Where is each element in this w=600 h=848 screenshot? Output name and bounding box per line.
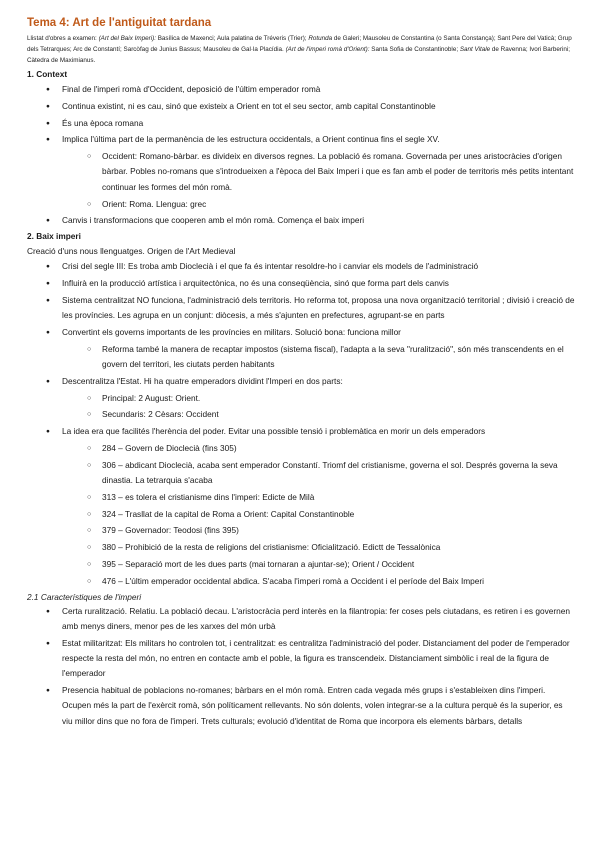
list-item [27, 293, 575, 324]
document-title: Tema 4: Art de l'antiguitat tardana [27, 17, 212, 29]
sub-list-item: ○ 306 – abdicant Dioclecià, acaba sent emperador Constantí. Triomf del cristianisme, governa el sol. Després governa la seva dinastia. La tetrarquia s'acaba [27, 458, 575, 489]
works-segment: de Ravenna; Ivori Barberini; Càtedra de Maximianus. [27, 46, 570, 64]
list-item [27, 99, 575, 114]
list-item [27, 82, 575, 97]
section-1-list [27, 82, 575, 229]
works-segment: (Art del Baix Imperi): [98, 35, 156, 42]
list-item [27, 259, 575, 274]
works-segment: Rotunda [308, 35, 333, 42]
sub-list-item: ○ 379 – Governador: Teodosi (fins 395) [27, 523, 575, 538]
list-item [27, 132, 575, 147]
list-item-text: Sistema centralitzat NO funciona, l'administració dels territoris. Ho reforma tot, proposa una nova organització territorial ; divisió i creació de les províncies. Les agrupa en un conjunt: diòcesis, a més s'ajunten en prefectures, agrupant-se en parts [62, 294, 575, 321]
sub-list-item: ○ 324 – Trasllat de la capital de Roma a Orient: Capital Constantinoble [27, 507, 575, 522]
list-item [27, 325, 575, 340]
section-2-list [27, 259, 575, 589]
list-item-text: Presencia habitual de poblacions no-romanes; bàrbars en el món romà. Entren cada vegada més grups i s'estableixen dins l'imperi. Ocupen més la part de l'exèrcit romà, són políticament rellevants. No són dolents, volen integrar-se a la cultura perquè és la superior, es viu millor dins que no fora de l'imperi. Trets culturals; evolució d'identitat de Roma que incorpora els elements bàrbars, detalls [62, 685, 563, 726]
list-item [27, 116, 575, 131]
works-segment: Sant Vitale [459, 46, 491, 53]
exam-works-list [27, 33, 575, 66]
sub-list-item: ○ 476 – L'últim emperador occidental abdica. S'acaba l'imperi romà a Occident i el període del Baix Imperi [27, 574, 575, 589]
sub-list-item: ○ 284 – Govern de Dioclecià (fins 305) [27, 441, 575, 456]
section-2-1-list [27, 604, 575, 729]
list-item [27, 636, 575, 682]
list-item-text: Convertint els governs importants de les províncies en militars. Solució bona: funciona millor [62, 326, 401, 337]
works-segment: de Galeri; Mausoleu de Constantina (o Santa Constança); Sant Pere del Vaticà; Grup dels Tetrarques; Arc de Constantí; Sarcòfag de Junius Bassus; Mausoleu de Gal·la Placídia. [27, 35, 572, 53]
works-segment: Llistat d'obres a examen: [27, 35, 99, 42]
sub-list-item: ○ Principal: 2 August: Orient. [27, 391, 575, 406]
sub-list-item: ○ 395 – Separació mort de les dues parts (mai tornaran a ajuntar-se); Orient / Occident [27, 557, 575, 572]
section-2-intro: Creació d'uns nous llenguatges. Origen de l'Art Medieval [27, 246, 236, 257]
list-item [27, 604, 575, 635]
sub-list-item: ○ 380 – Prohibició de la resta de religions del cristianisme: Oficialització. Edictt de Tessalònica [27, 540, 575, 555]
list-item-text: Descentralitza l'Estat. Hi ha quatre emperadors dividint l'Imperi en dos parts: [62, 375, 343, 386]
list-item [27, 424, 575, 439]
list-item-text: Implica l'última part de la permanència de les estructura occidentals, a Orient continua fins el segle XV. [62, 134, 440, 145]
list-item-text: Estat militaritzat: Els militars ho controlen tot, i centralitzat: es centralitza l'administració del poder. Distanciament del poder de l'emperador respecte la resta del món, no entren en contacte amb el poble, la figura es transcendeix. Distanciament simbòlic i real de la figura de l'emperador [62, 637, 570, 679]
works-segment: (Art de l'imperi romà d'Orient): [285, 46, 370, 53]
list-item-text: Canvis i transformacions que cooperen amb el món romà. Comença el baix imperi [62, 215, 365, 226]
sub-list-item: ○ 313 – es tolera el cristianisme dins l'imperi: Edicte de Milà [27, 490, 575, 505]
sub-list-item: ○ Orient: Roma. Llengua: grec [27, 197, 575, 212]
sub-list-item: ○ Occident: Romano-bàrbar. es divideix en diversos regnes. La població és romana. Governada per unes aristocràcies d'origen bàrbar. Pobles no-romans que s'introdueixen a l'època del Baix Imperi i que es fan amb el poder de territoris més petits intentant continuar les formes del món romà. [27, 149, 575, 195]
sub-list-item: ○ Secundaris: 2 Cèsars: Occident [27, 407, 575, 422]
list-item-text: Continua existint, ni es cau, sinó que existeix a Orient en tot el seu sector, amb capital Constantinoble [62, 100, 436, 111]
sub-list-item: ○ Reforma també la manera de recaptar impostos (sistema fiscal), l'adapta a la seva "ruralització", són més transcendents en el govern del territori, les ciutats perden habitants [27, 342, 575, 373]
works-segment: Santa Sofia de Constantinoble; [369, 46, 460, 53]
section-1-heading: 1. Context [27, 69, 68, 79]
list-item-text: Final de l'imperi romà d'Occident, deposició de l'últim emperador romà [62, 84, 321, 94]
list-item [27, 374, 575, 389]
section-2-1-heading: 2.1 Característiques de l'imperi [27, 591, 142, 602]
list-item-text: Influirà en la producció artística i arquitectònica, no és una conseqüència, sinó que forma part dels canvis [62, 277, 449, 288]
list-item-text: Crisi del segle III: Es troba amb Dioclecià i el que fa és intentar resoldre-ho i canviar els models de l'administració [62, 261, 479, 272]
section-2-heading: 2. Baix imperi [27, 231, 81, 242]
list-item [27, 276, 575, 291]
document-page [27, 16, 575, 730]
list-item [27, 213, 575, 228]
list-item-text: És una època romana [62, 117, 144, 128]
list-item [27, 683, 575, 729]
works-segment: Basílica de Maxenci; Aula palatina de Tréveris (Trier); [155, 35, 309, 42]
list-item-text: La idea era que facilités l'herència del poder. Evitar una possible tensió i problemàtica en morir un dels emperadors [62, 426, 486, 437]
list-item-text: Certa ruralització. Relatiu. La població decau. L'aristocràcia perd interès en la filantropia: fer coses pels ciutadans, es retiren i es governen amb menys diners, menor pes de les xarxes del món urbà [62, 605, 570, 631]
